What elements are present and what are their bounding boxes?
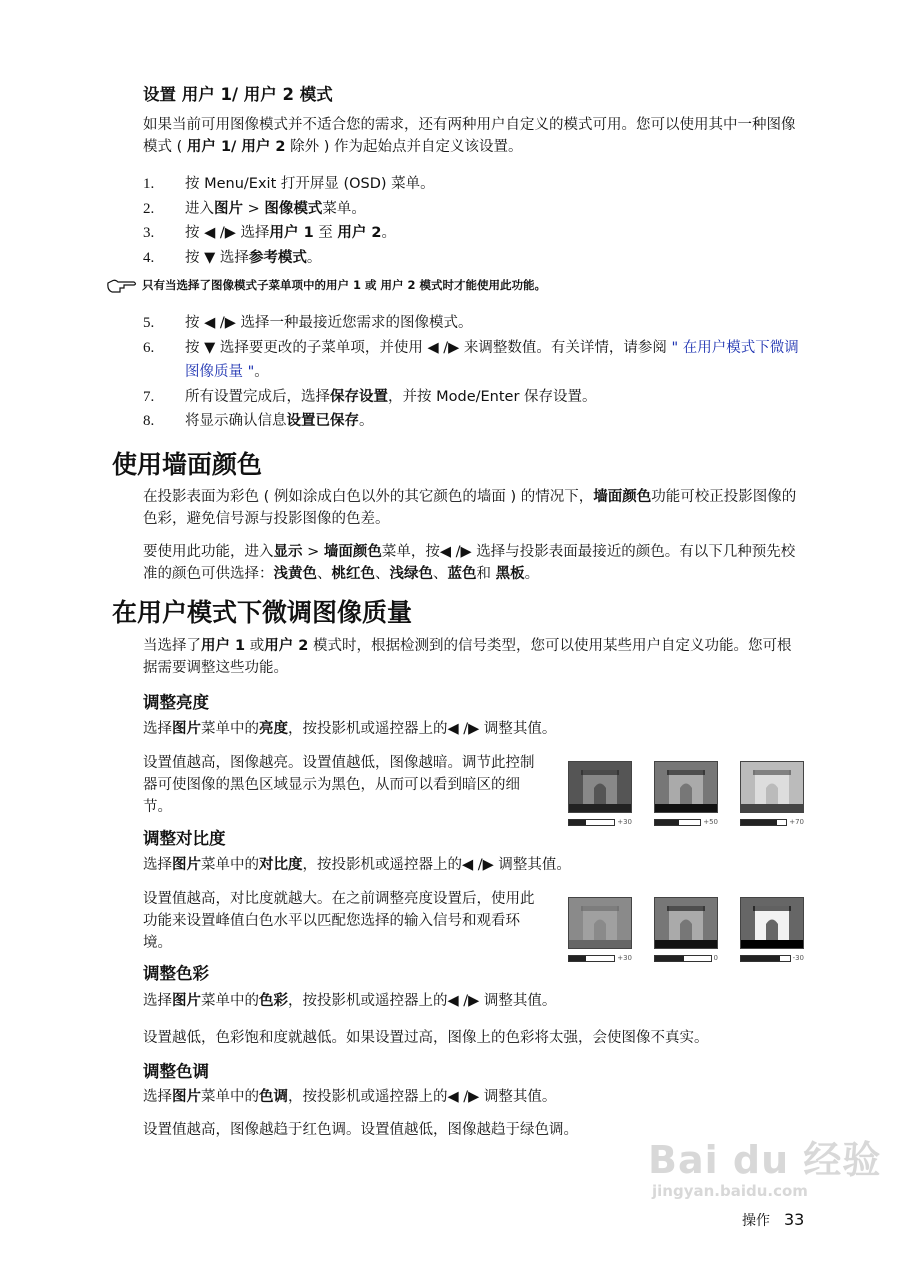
bold-term: 对比度 — [259, 856, 303, 873]
bold-term: 浅绿色 — [389, 565, 433, 582]
list-item — [143, 385, 803, 410]
list-text — [185, 221, 803, 246]
page-content — [0, 84, 903, 1141]
text-segment: 选择 — [143, 856, 172, 873]
list-number: 4. — [143, 249, 155, 266]
example-thumbnail — [740, 897, 804, 963]
color-p1 — [143, 990, 803, 1012]
text-segment: 。 — [254, 364, 269, 380]
text-segment: 设置值越高，图像越亮。设置值越低，图像越暗。调节此控制器可使图像的黑色区域显示为黑色，从而可以看到暗区的细节。 — [143, 754, 535, 815]
bold-term: 用户 2 — [337, 225, 382, 241]
bold-term: 图片 — [172, 720, 201, 737]
subheading-contrast: 调整对比度 — [143, 828, 226, 848]
bold-term: 图片 — [214, 200, 243, 217]
tint-p2 — [143, 1119, 623, 1141]
text-segment: 。 — [381, 225, 397, 241]
text-segment: ，按投影机或遥控器上的◀ /▶ 调整其值。 — [302, 856, 571, 873]
wall-color-p1 — [143, 486, 803, 530]
example-thumbnail — [654, 761, 718, 828]
bold-term: 显示 — [273, 543, 303, 560]
example-thumbnail — [568, 897, 632, 963]
contrast-example-row — [143, 888, 823, 963]
text-segment: 菜单中的 — [201, 720, 259, 737]
watermark-url: jingyan.baidu.com — [652, 1182, 808, 1200]
wall-color-p2 — [143, 541, 803, 585]
text-segment: 和 — [476, 565, 496, 582]
list-text — [185, 385, 803, 410]
list-number: 5. — [143, 315, 155, 331]
watermark-brand: Bai du 经验 — [648, 1138, 882, 1182]
list-text — [185, 311, 803, 336]
text-segment: 按 ▼ 选择要更改的子菜单项，并使用 ◀ /▶ 来调整数值。有关详情，请参阅 — [185, 339, 672, 356]
list-item — [143, 246, 803, 271]
text-segment: 按 ◀ /▶ 选择一种最接近您需求的图像模式。 — [185, 315, 473, 331]
text-segment: 如果当前可用图像模式并不适合您的需求，还有两种用户自定义的模式可用。您可以使用其中一种图像模式 ( — [143, 117, 796, 155]
heading-fine-tune: 在用户模式下微调图像质量 — [112, 597, 413, 627]
arc-de-triomphe-image — [568, 761, 632, 813]
bold-term: 图片 — [172, 992, 201, 1009]
level-bar — [654, 818, 718, 827]
arc-de-triomphe-image — [568, 897, 632, 949]
level-bar — [568, 818, 632, 827]
contrast-examples — [568, 897, 804, 963]
text-segment: 菜单，按◀ /▶ 选择与投影表面最接近的颜色。有以下几种预先校准的颜色可供选择： — [143, 543, 796, 582]
bold-term: 图片 — [172, 1088, 201, 1105]
note-text: 只有当选择了图像模式子菜单项中的用户 1 或 用户 2 模式时才能使用此功能。 — [142, 278, 547, 292]
text-segment: 选择 — [143, 720, 172, 737]
list-number: 2. — [143, 200, 155, 217]
level-value: +30 — [617, 953, 632, 962]
text-segment: 将显示确认信息 — [185, 413, 287, 429]
note — [106, 276, 903, 294]
arc-de-triomphe-image — [740, 761, 804, 813]
bold-term: 用户 2 — [264, 637, 309, 654]
subheading-color: 调整色彩 — [143, 963, 209, 983]
level-bar — [740, 954, 804, 963]
text-segment: 按 ▼ 选择 — [185, 249, 249, 266]
brightness-p2 — [143, 752, 548, 828]
footer-section: 操作 — [742, 1213, 770, 1229]
text-segment: ，按投影机或遥控器上的◀ /▶ 调整其值。 — [288, 1088, 557, 1105]
pointing-hand-icon — [106, 278, 138, 294]
arc-de-triomphe-image — [654, 761, 718, 813]
text-segment: > — [243, 200, 265, 217]
subheading-tint: 调整色调 — [143, 1061, 209, 1081]
text-segment: 。 — [524, 565, 540, 582]
text-segment: 功能可校正投影图像的色彩，避免信号源与投影图像的色差。 — [143, 488, 797, 527]
list-item — [143, 172, 803, 197]
brightness-example-row — [143, 752, 823, 828]
bold-term: 桃红色 — [331, 565, 375, 582]
text-segment: 、 — [317, 565, 332, 582]
list-number: 1. — [143, 176, 155, 192]
text-segment: 至 — [313, 225, 338, 241]
list-item — [143, 221, 803, 246]
bold-term: 设置已保存 — [286, 413, 359, 429]
color-p2 — [143, 1027, 803, 1049]
list-number: 3. — [143, 225, 155, 241]
list-number: 8. — [143, 413, 155, 429]
bold-term: 图像模式 — [264, 200, 323, 217]
page-footer — [742, 1211, 804, 1230]
text-segment: ，并按 Mode/Enter 保存设置。 — [388, 388, 597, 405]
bold-term: 浅黄色 — [273, 565, 317, 582]
text-segment: 。 — [359, 413, 374, 429]
text-segment: 在投影表面为彩色 ( 例如涂成白色以外的其它颜色的墙面 ) 的情况下， — [143, 488, 594, 505]
text-segment: > — [302, 543, 324, 560]
text-segment: 设置值越高，对比度就越大。在之前调整亮度设置后，使用此功能来设置峰值白色水平以匹配您选择的输入信号和观看环境。 — [143, 890, 535, 951]
list-text — [185, 409, 803, 434]
tint-p1 — [143, 1086, 803, 1108]
subheading-brightness: 调整亮度 — [143, 692, 209, 712]
bold-term: 色彩 — [259, 992, 288, 1009]
text-segment: 菜单中的 — [201, 992, 259, 1009]
text-segment: 设置越低，色彩饱和度就越低。如果设置过高，图像上的色彩将太强，会使图像不真实。 — [143, 1029, 709, 1046]
text-segment: 选择 — [143, 992, 172, 1009]
text-segment: ，按投影机或遥控器上的◀ /▶ 调整其值。 — [288, 720, 557, 737]
bold-term: 参考模式 — [248, 249, 307, 266]
level-bar — [740, 818, 804, 827]
text-segment: 除外 ) 作为起始点并自定义该设置。 — [285, 139, 523, 155]
text-segment: 或 — [245, 637, 265, 654]
example-thumbnail — [740, 761, 804, 828]
level-value: +70 — [789, 817, 804, 826]
list-item — [143, 336, 803, 385]
watermark-logo — [648, 1138, 881, 1200]
level-value: +30 — [617, 817, 632, 826]
arc-de-triomphe-image — [654, 897, 718, 949]
bold-term: 黑板 — [495, 565, 525, 582]
text-segment: 菜单。 — [322, 200, 366, 217]
bold-term: 图片 — [172, 856, 201, 873]
bold-term: 亮度 — [259, 720, 288, 737]
brightness-examples — [568, 761, 804, 828]
contrast-p2 — [143, 888, 548, 963]
text-segment: 菜单中的 — [201, 1088, 259, 1105]
arc-de-triomphe-image — [740, 897, 804, 949]
text-segment: 菜单中的 — [201, 856, 259, 873]
page-number: 33 — [784, 1210, 805, 1229]
bold-term: 色调 — [259, 1088, 288, 1105]
user-mode-intro — [143, 114, 803, 158]
list-text — [185, 197, 803, 222]
bold-term: 保存设置 — [330, 388, 388, 405]
level-value: 0 — [713, 953, 718, 962]
text-segment: 模式时，根据检测到的信号类型，您可以使用某些用户自定义功能。您可根据需要调整这些功能。 — [143, 637, 792, 676]
text-segment: 、 — [433, 565, 448, 582]
text-segment: 。 — [306, 249, 322, 266]
text-segment: 所有设置完成后，选择 — [185, 388, 330, 405]
subheading-user-mode: 设置 用户 1/ 用户 2 模式 — [143, 85, 333, 104]
cross-reference-link[interactable]: " 在用户模式下微调图像质量 " — [185, 339, 799, 380]
steps-list-b — [143, 311, 803, 434]
text-segment: 要使用此功能，进入 — [143, 543, 274, 560]
bold-term: 墙面颜色 — [593, 488, 652, 505]
heading-wall-color: 使用墙面颜色 — [112, 449, 263, 479]
level-bar — [654, 954, 718, 963]
bold-term: 用户 1/ 用户 2 — [186, 139, 286, 155]
list-number: 7. — [143, 388, 155, 405]
example-thumbnail — [568, 761, 632, 828]
contrast-p1 — [143, 854, 803, 876]
text-segment: 按 ◀ /▶ 选择 — [185, 225, 270, 241]
bold-term: 墙面颜色 — [323, 543, 382, 560]
list-item — [143, 197, 803, 222]
bold-term: 用户 1 — [269, 225, 314, 241]
bold-term: 蓝色 — [447, 565, 477, 582]
example-thumbnail — [654, 897, 718, 963]
fine-tune-intro — [143, 635, 803, 679]
brightness-p1 — [143, 718, 803, 740]
text-segment: 进入 — [185, 200, 214, 217]
list-number: 6. — [143, 339, 155, 356]
list-text — [185, 246, 803, 271]
text-segment: 选择 — [143, 1088, 172, 1105]
list-item — [143, 311, 803, 336]
text-segment: 按 Menu/Exit 打开屏显 (OSD) 菜单。 — [185, 176, 435, 192]
level-value: +50 — [703, 817, 718, 826]
list-text — [185, 172, 803, 197]
text-segment: 、 — [375, 565, 390, 582]
list-item — [143, 409, 803, 434]
bold-term: 用户 1 — [201, 637, 246, 654]
steps-list-a — [143, 172, 803, 270]
list-text — [185, 336, 803, 385]
text-segment: ，按投影机或遥控器上的◀ /▶ 调整其值。 — [288, 992, 557, 1009]
text-segment: 当选择了 — [143, 637, 201, 654]
text-segment: 设置值越高，图像越趋于红色调。设置值越低，图像越趋于绿色调。 — [143, 1121, 578, 1138]
level-value: -30 — [792, 953, 804, 962]
level-bar — [568, 954, 632, 963]
